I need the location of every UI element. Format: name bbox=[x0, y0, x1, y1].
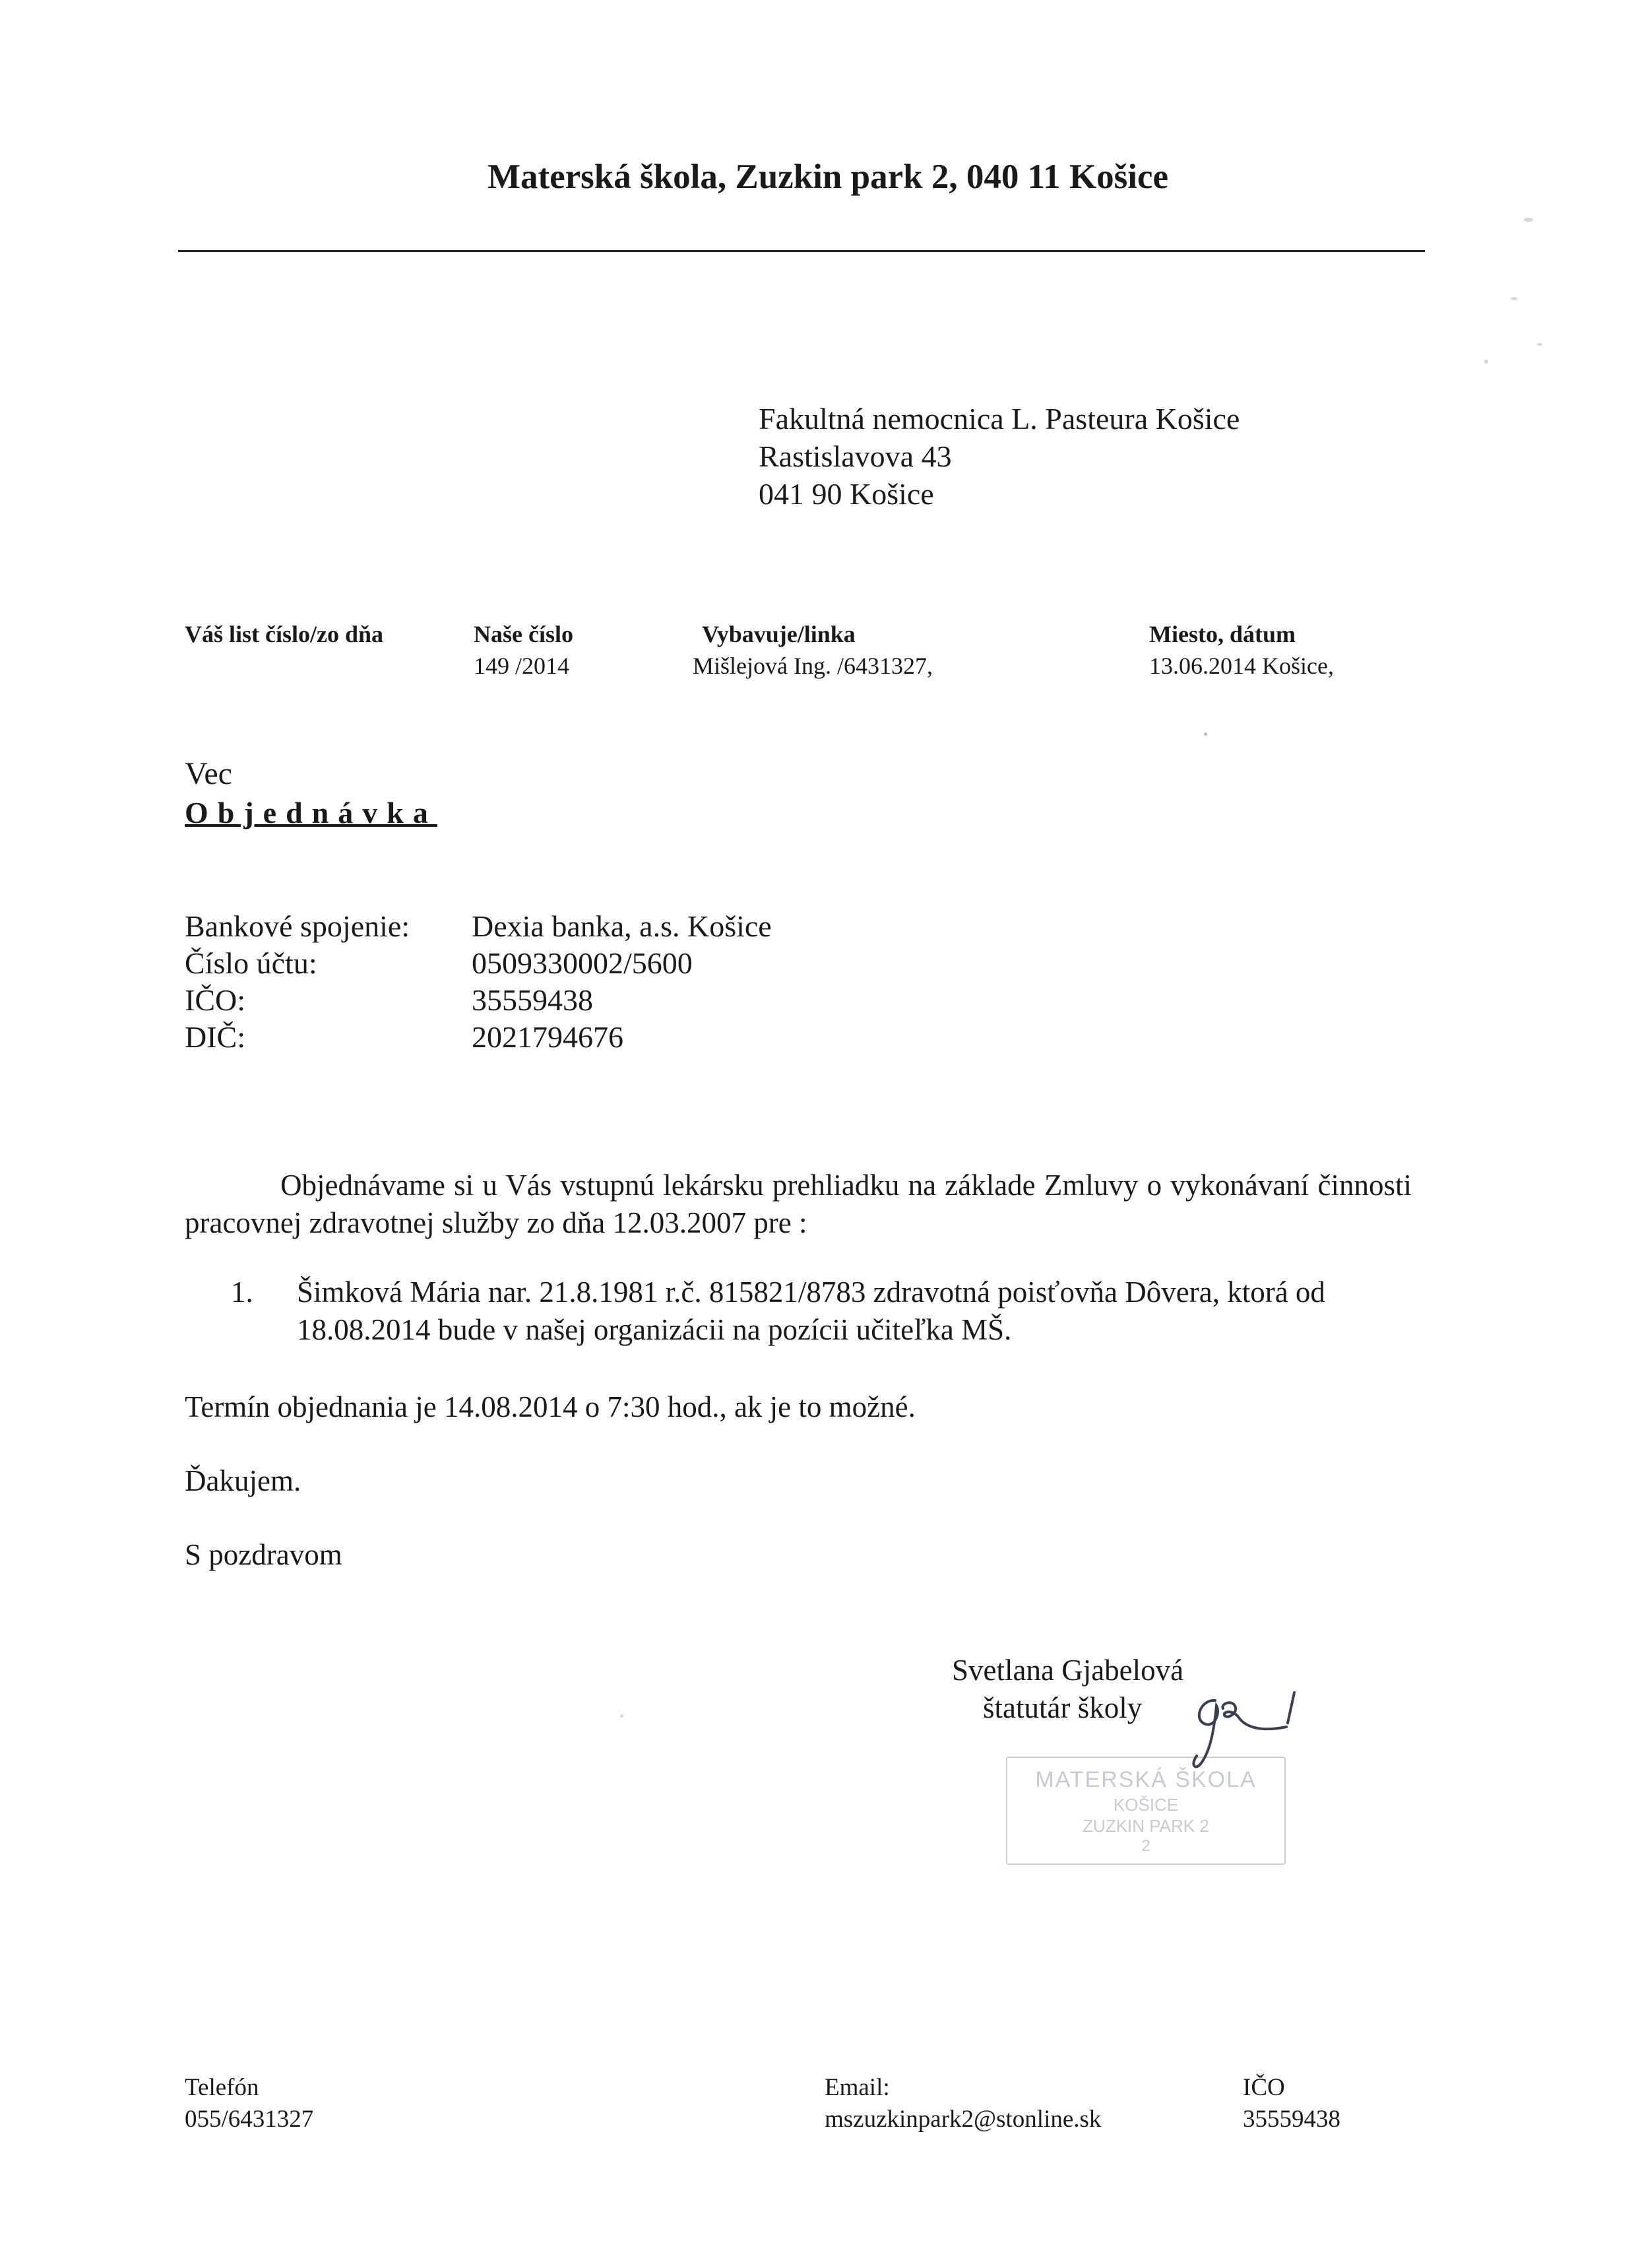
ref-handled-by-label: Vybavuje/linka bbox=[702, 621, 856, 647]
ref-place-date bbox=[1149, 620, 1334, 680]
body-paragraph-text: Objednávame si u Vás vstupnú lekársku prehliadku na základe Zmluvy o vykonávaní činnosti pracovnej zdravotnej služby zo dňa 12.03.2007 pre : bbox=[185, 1169, 1412, 1239]
ref-place-date-label: Miesto, dátum bbox=[1149, 621, 1296, 647]
appointment-text: Termín objednania je 14.08.2014 o 7:30 hod., ak je to možné. bbox=[185, 1390, 916, 1423]
footer-phone-label: Telefón bbox=[185, 2074, 259, 2101]
bank-row bbox=[185, 908, 772, 945]
body-paragraph bbox=[185, 1167, 1412, 1242]
recipient-line-2: Rastislavova 43 bbox=[759, 439, 952, 473]
ref-place-date-value: 13.06.2014 Košice, bbox=[1149, 653, 1334, 679]
header-divider bbox=[178, 250, 1425, 252]
bank-row-value: 0509330002/5600 bbox=[472, 946, 693, 980]
thanks-text: Ďakujem. bbox=[185, 1464, 301, 1497]
bank-row-value: 35559438 bbox=[472, 983, 593, 1017]
list-item-text: Šimková Mária nar. 21.8.1981 r.č. 815821/8783 zdravotná poisťovňa Dôvera, ktorá od 18.08.2014 bude v našej organizácii na pozícii učiteľka MŠ. bbox=[297, 1276, 1325, 1346]
ref-your-letter bbox=[185, 620, 383, 648]
ref-our-number-label: Naše číslo bbox=[474, 621, 573, 647]
ref-handled-by-value: Mišlejová Ing. /6431327, bbox=[693, 653, 933, 679]
footer-email-label: Email: bbox=[825, 2074, 890, 2101]
bank-row-value: 2021794676 bbox=[472, 1020, 623, 1054]
footer-email-value: mszuzkinpark2@stonline.sk bbox=[825, 2106, 1102, 2133]
footer-ico-value: 35559438 bbox=[1243, 2106, 1340, 2133]
subject-title: Objednávka bbox=[185, 796, 437, 829]
footer-email bbox=[825, 2072, 1101, 2135]
bank-row-label: IČO: bbox=[185, 983, 245, 1017]
signer-name: Svetlana Gjabelová bbox=[952, 1654, 1184, 1687]
bank-details bbox=[185, 908, 772, 1056]
ref-our-number-value: 149 /2014 bbox=[474, 653, 570, 679]
bank-row bbox=[185, 1019, 772, 1056]
stamp-line-2: KOŠICE bbox=[1113, 1795, 1179, 1815]
footer-phone bbox=[185, 2072, 313, 2135]
footer-ico bbox=[1243, 2072, 1340, 2135]
bank-row-label: Bankové spojenie: bbox=[185, 909, 410, 943]
footer-ico-label: IČO bbox=[1243, 2074, 1285, 2101]
handwritten-signature bbox=[1181, 1686, 1313, 1778]
bank-row bbox=[185, 982, 772, 1019]
stamp-line-1: MATERSKÁ ŠKOLA bbox=[1035, 1767, 1257, 1792]
ref-your-letter-label: Váš list číslo/zo dňa bbox=[185, 621, 384, 647]
recipient-line-1: Fakultná nemocnica L. Pasteura Košice bbox=[759, 402, 1240, 436]
closing-text: S pozdravom bbox=[185, 1538, 342, 1571]
recipient-address bbox=[759, 400, 1240, 513]
list-item-number: 1. bbox=[231, 1276, 253, 1309]
list-item bbox=[231, 1274, 1412, 1349]
bank-row bbox=[185, 945, 772, 982]
letterhead-title: Materská škola, Zuzkin park 2, 040 11 Košice bbox=[487, 158, 1169, 196]
stamp-line-4: 2 bbox=[1141, 1837, 1150, 1855]
subject-label: Vec bbox=[185, 756, 232, 791]
ref-handled-by bbox=[693, 620, 933, 680]
bank-row-label: Číslo účtu: bbox=[185, 946, 317, 980]
bank-row-value: Dexia banka, a.s. Košice bbox=[472, 909, 772, 943]
footer-phone-value: 055/6431327 bbox=[185, 2106, 314, 2133]
ref-our-number bbox=[474, 620, 573, 680]
stamp-line-3: ZUZKIN PARK 2 bbox=[1083, 1816, 1209, 1836]
bank-row-label: DIČ: bbox=[185, 1020, 245, 1054]
signer-role: štatutár školy bbox=[983, 1691, 1143, 1724]
recipient-line-3: 041 90 Košice bbox=[759, 477, 934, 511]
